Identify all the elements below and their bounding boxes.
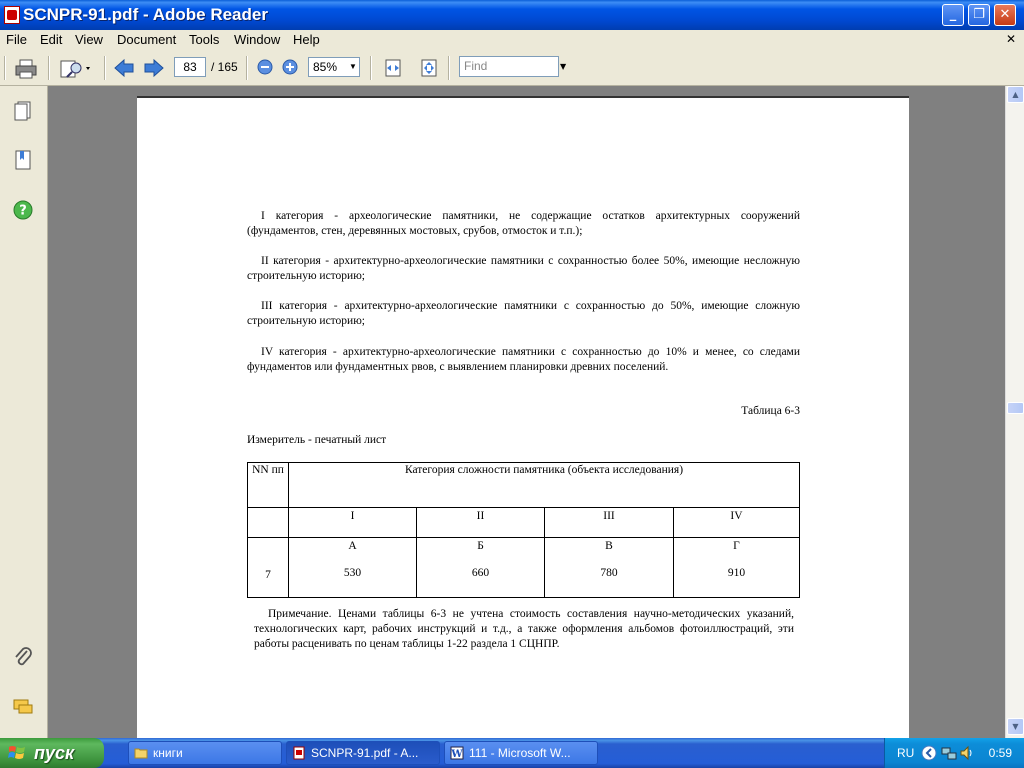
zoom-value: 85% — [313, 60, 338, 74]
scroll-thumb[interactable] — [1007, 402, 1024, 414]
task-folder[interactable] — [128, 741, 282, 765]
toolbar-grip — [4, 56, 6, 80]
value-label: 910 — [727, 567, 746, 579]
navigation-pane — [0, 86, 48, 738]
scroll-down-icon[interactable]: ▼ — [1007, 718, 1024, 735]
toolbar-separator — [448, 56, 450, 80]
close-button[interactable]: ✕ — [994, 4, 1016, 26]
task-label: SCNPR-91.pdf - A... — [311, 746, 419, 760]
menu-document[interactable]: Document — [117, 32, 177, 47]
row-number: 7 — [248, 538, 289, 598]
scroll-up-icon[interactable]: ▲ — [1007, 86, 1024, 103]
paragraph-category-1: I категория - археологические памятники, не содержащие остатков архитектурных сооружений (фундаментов, стен, деревянных мостовых, срубов, отмосток и т.п.); — [247, 210, 800, 237]
page-number-input[interactable]: 83 — [174, 57, 206, 77]
category-header: Категория сложности памятника (объекта исследования) — [289, 463, 800, 508]
chevron-down-icon[interactable]: ▼ — [349, 62, 357, 71]
volume-icon[interactable] — [959, 745, 975, 761]
task-microsoft-word[interactable] — [444, 741, 598, 765]
find-dropdown-icon[interactable]: ▼ — [560, 62, 567, 71]
toolbar-separator — [48, 56, 50, 80]
zoom-out-icon[interactable] — [256, 58, 274, 76]
clock: 0:59 — [988, 746, 1012, 760]
menu-window[interactable]: Window — [234, 32, 281, 47]
zoom-in-icon[interactable] — [281, 58, 299, 76]
menu-bar — [0, 30, 1024, 50]
fit-page-icon[interactable] — [419, 58, 439, 78]
letter-label: А — [348, 540, 357, 552]
category-cell: III — [545, 508, 674, 538]
help-icon[interactable] — [12, 199, 34, 221]
fit-width-icon[interactable] — [383, 58, 403, 78]
print-icon[interactable] — [14, 58, 38, 80]
bookmarks-icon[interactable] — [12, 149, 34, 171]
taskbar — [0, 738, 1024, 768]
title-bar[interactable] — [0, 0, 1024, 30]
start-label: пуск — [34, 743, 75, 763]
toolbar-separator — [104, 56, 106, 80]
document-close-icon[interactable]: ✕ — [1005, 32, 1016, 46]
empty-cell — [248, 508, 289, 538]
letter-label: Б — [477, 540, 484, 552]
system-tray — [884, 738, 1024, 768]
value-label: 780 — [600, 567, 618, 579]
toolbar-separator — [370, 56, 372, 80]
restore-button[interactable]: ❐ — [968, 4, 990, 26]
menu-help[interactable]: Help — [293, 32, 320, 47]
nn-header: NN пп — [248, 463, 289, 508]
vertical-scrollbar[interactable] — [1005, 86, 1024, 738]
minimize-button[interactable]: _ — [942, 4, 964, 26]
value-cell — [674, 538, 800, 598]
zoom-select[interactable] — [308, 57, 360, 77]
menu-view[interactable]: View — [75, 32, 103, 47]
category-cell: II — [417, 508, 545, 538]
svg-text:?: ? — [19, 203, 27, 219]
previous-page-icon[interactable] — [113, 58, 135, 78]
windows-logo-icon — [8, 745, 26, 761]
language-indicator[interactable]: RU — [897, 746, 915, 760]
search-document-icon[interactable] — [58, 58, 94, 80]
category-cell: IV — [674, 508, 800, 538]
task-label: книги — [153, 746, 183, 760]
pdf-page — [137, 96, 909, 738]
paragraph-category-4: IV категория - архитектурно-археологические памятники с сохранностью до 10% и менее, со следами фундаментов или фундаментных рвов, с выявлением планировки древних поселений. — [247, 346, 800, 373]
table-caption: Таблица 6-3 — [741, 405, 800, 417]
price-table — [247, 462, 800, 598]
value-label: 530 — [343, 567, 362, 579]
pdf-app-icon — [4, 6, 20, 24]
paragraph-category-3: III категория - архитектурно-археологические памятники с сохранностью до 50%, имеющие сложную строительную историю; — [247, 300, 800, 327]
comments-icon[interactable] — [12, 696, 34, 718]
value-cell — [545, 538, 674, 598]
svg-text:W: W — [451, 749, 463, 760]
network-icon[interactable] — [941, 745, 957, 761]
document-view[interactable] — [48, 86, 1005, 738]
word-icon — [450, 746, 464, 760]
pdf-icon — [292, 746, 306, 760]
next-page-icon[interactable] — [143, 58, 165, 78]
find-input[interactable]: Find — [459, 56, 559, 77]
letter-label: Г — [733, 540, 740, 552]
attachments-icon[interactable] — [12, 646, 34, 668]
task-adobe-reader[interactable] — [286, 741, 440, 765]
window-title: SCNPR-91.pdf - Adobe Reader — [23, 5, 268, 24]
menu-edit[interactable]: Edit — [40, 32, 63, 47]
category-cell: I — [289, 508, 417, 538]
measure-label: Измеритель - печатный лист — [247, 434, 387, 446]
start-button[interactable] — [0, 738, 104, 768]
tray-arrow-icon[interactable] — [921, 745, 937, 761]
menu-file[interactable]: File — [6, 32, 27, 47]
toolbar-separator — [246, 56, 248, 80]
pages-icon[interactable] — [12, 100, 34, 122]
page-total: / 165 — [211, 60, 238, 74]
menu-tools[interactable]: Tools — [189, 32, 220, 47]
letter-label: В — [605, 540, 613, 552]
value-cell — [289, 538, 417, 598]
paragraph-category-2: II категория - архитектурно-археологические памятники с сохранностью более 50%, имеющие несложную строительную историю; — [247, 255, 800, 282]
task-label: 111 - Microsoft W... — [469, 746, 571, 760]
value-label: 660 — [471, 567, 490, 579]
folder-icon — [134, 746, 148, 760]
toolbar — [0, 50, 1024, 86]
value-cell — [417, 538, 545, 598]
table-note: Примечание. Ценами таблицы 6-3 не учтена стоимость составления научно-методических указаний, технологических карт, рабочих инструкций и т.д., а также оформления альбомов фотоиллюстраций, эти работы расценивать по ценам таблицы 1-22 раздела 1 СЦНПР. — [254, 608, 794, 650]
